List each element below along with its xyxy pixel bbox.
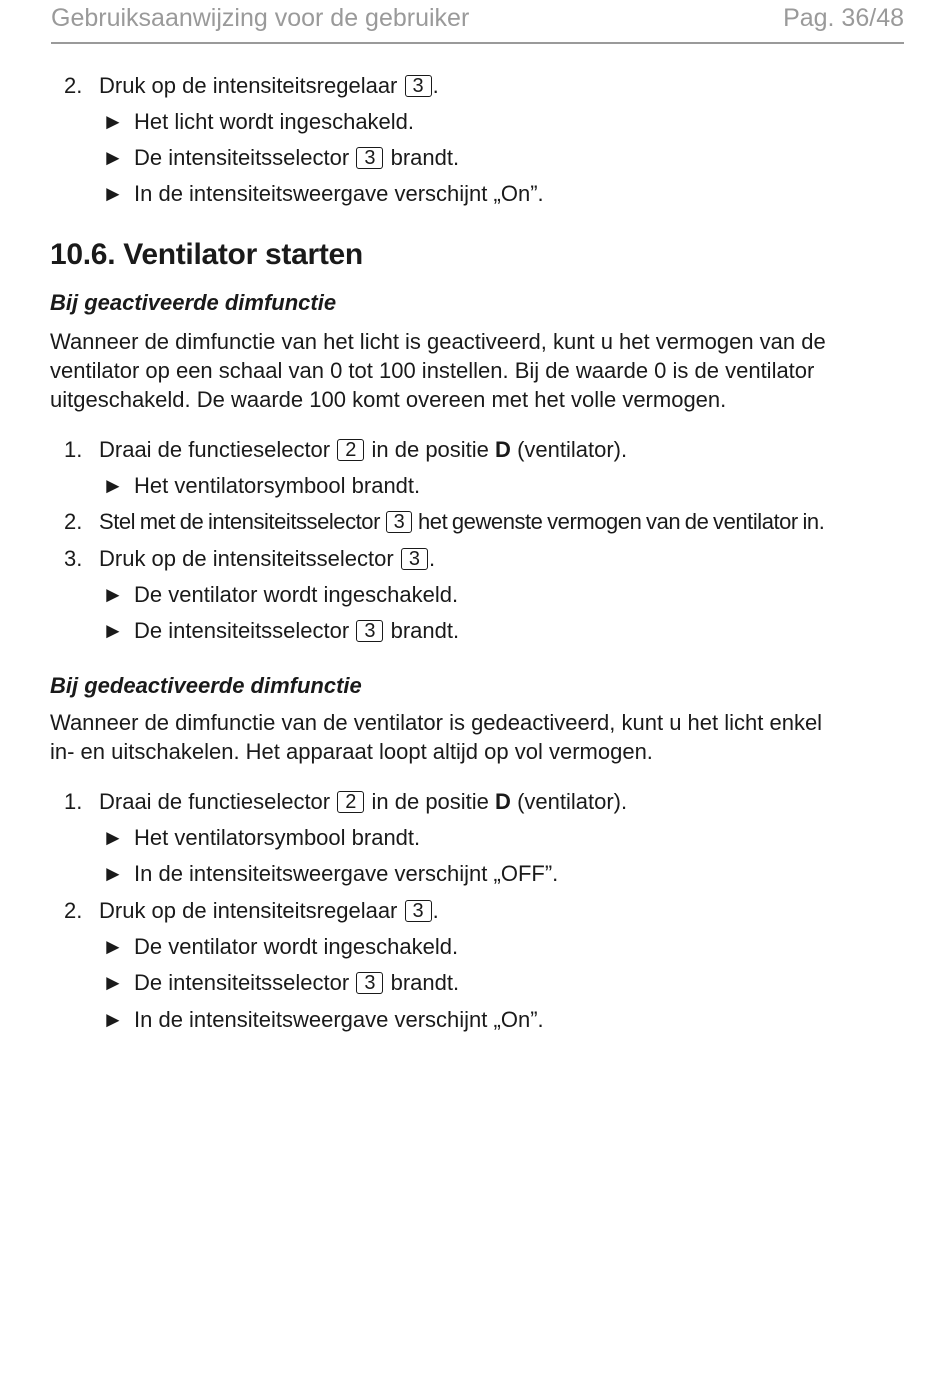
step-text: Druk op de intensiteitsregelaar 3 . <box>99 898 439 923</box>
step-number: 2. <box>64 898 83 923</box>
step-text: Draai de functieselector 2 in de positie D (ventilator). <box>99 437 628 462</box>
paragraph: Wanneer de dimfunctie van het licht is geactiveerd, kunt u het vermogen van de ventilator op een schaal van 0 tot 100 instellen. Bij de waarde 0 is de ventilator uitgeschakeld. De waarde 100 komt overeen met het volle vermogen. <box>50 329 826 412</box>
triangle-bullet-icon: ► <box>102 825 124 850</box>
subsection-heading: Bij geactiveerde dimfunctie <box>50 290 337 315</box>
result-item: ► De intensiteitsselector 3 brandt. <box>102 618 460 643</box>
component-ref-badge: 3 <box>356 147 383 169</box>
result-item: ► In de intensiteitsweergave verschijnt „On”. <box>102 181 544 206</box>
step-number: 1. <box>64 789 83 814</box>
result-item: ► Het ventilatorsymbool brandt. <box>102 825 421 850</box>
result-item: ► De intensiteitsselector 3 brandt. <box>102 970 460 995</box>
page-number: Pag. 36/48 <box>783 4 904 32</box>
triangle-bullet-icon: ► <box>102 109 124 134</box>
step-text: Druk op de intensiteitsselector 3 . <box>99 546 436 571</box>
component-ref-badge: 2 <box>337 791 364 813</box>
triangle-bullet-icon: ► <box>102 582 124 607</box>
component-ref-badge: 3 <box>405 900 432 922</box>
step-number: 2. <box>64 73 83 98</box>
result-item: ► De ventilator wordt ingeschakeld. <box>102 934 459 959</box>
triangle-bullet-icon: ► <box>102 934 124 959</box>
triangle-bullet-icon: ► <box>102 473 124 498</box>
component-ref-badge: 2 <box>337 439 364 461</box>
triangle-bullet-icon: ► <box>102 970 124 995</box>
component-ref-badge: 3 <box>356 620 383 642</box>
result-item: ► In de intensiteitsweergave verschijnt „On”. <box>102 1007 544 1032</box>
triangle-bullet-icon: ► <box>102 1007 124 1032</box>
triangle-bullet-icon: ► <box>102 181 124 206</box>
step-number: 2. <box>64 509 83 534</box>
triangle-bullet-icon: ► <box>102 618 124 643</box>
result-item: ► De ventilator wordt ingeschakeld. <box>102 582 459 607</box>
result-item: ► Het licht wordt ingeschakeld. <box>102 109 415 134</box>
component-ref-badge: 3 <box>401 548 428 570</box>
subsection-heading: Bij gedeactiveerde dimfunctie <box>50 673 362 698</box>
step-text: Stel met de intensiteitsselector 3 het gewenste vermogen van de ventilator in. <box>99 509 825 534</box>
triangle-bullet-icon: ► <box>102 145 124 170</box>
step-text: Draai de functieselector 2 in de positie D (ventilator). <box>99 789 628 814</box>
component-ref-badge: 3 <box>386 511 413 533</box>
step-text: Druk op de intensiteitsregelaar 3 . <box>99 73 439 98</box>
section-heading: 10.6. Ventilator starten <box>50 238 363 271</box>
result-item: ► Het ventilatorsymbool brandt. <box>102 473 421 498</box>
step-number: 3. <box>64 546 83 571</box>
paragraph: Wanneer de dimfunctie van de ventilator is gedeactiveerd, kunt u het licht enkel in- en uitschakelen. Het apparaat loopt altijd op vol vermogen. <box>50 710 823 764</box>
component-ref-badge: 3 <box>356 972 383 994</box>
result-item: ► In de intensiteitsweergave verschijnt „OFF”. <box>102 861 559 886</box>
component-ref-badge: 3 <box>405 75 432 97</box>
document-title: Gebruiksaanwijzing voor de gebruiker <box>51 4 470 32</box>
result-item: ► De intensiteitsselector 3 brandt. <box>102 145 460 170</box>
triangle-bullet-icon: ► <box>102 861 124 886</box>
step-number: 1. <box>64 437 83 462</box>
page-header <box>51 4 904 44</box>
